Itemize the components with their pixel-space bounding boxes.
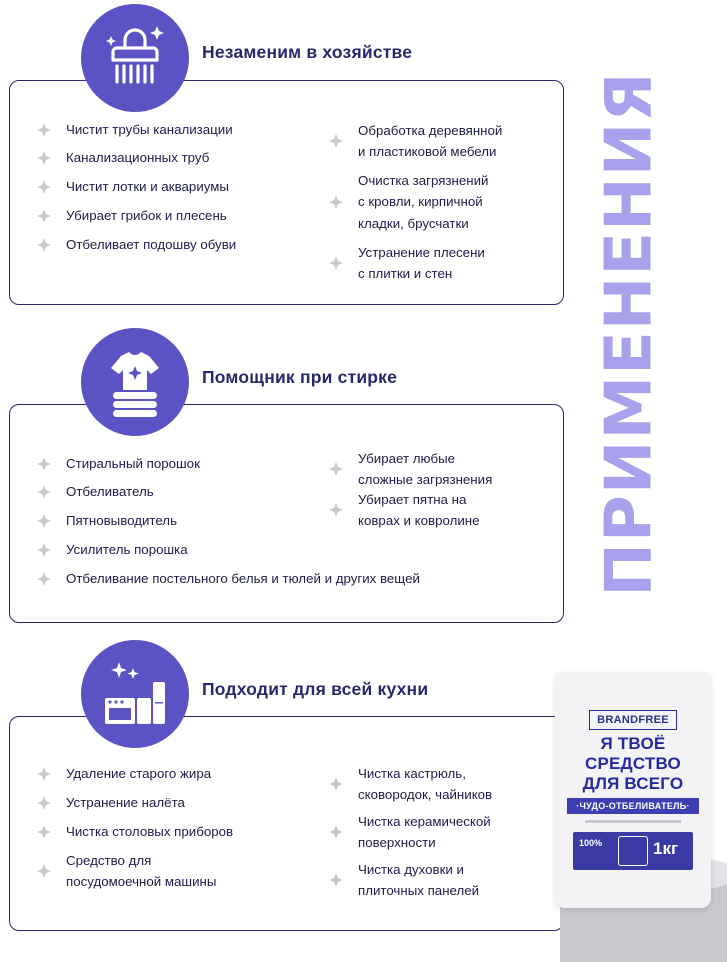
diamond-bullet-icon [36, 484, 52, 500]
diamond-bullet-icon [36, 237, 52, 253]
diamond-bullet-icon [36, 766, 52, 782]
product-natural-badge: 100% [579, 838, 603, 848]
list-item: Отбеливание постельного белья и тюлей и других вещей [66, 571, 420, 587]
diamond-bullet [328, 502, 344, 518]
diamond-bullet-icon [36, 179, 52, 195]
diamond-bullet-icon [328, 461, 344, 477]
diamond-bullet [36, 542, 52, 558]
list-item: Устранение плесени с плитки и стен [358, 244, 485, 281]
list-item: Чистка духовки и плиточных панелей [358, 861, 480, 898]
diamond-bullet-icon [36, 542, 52, 558]
diamond-bullet-icon [36, 513, 52, 529]
list-item: Чистит лотки и аквариумы [66, 179, 229, 195]
product-ribbon: ·ЧУДО-ОТБЕЛИВАТЕЛЬ· [567, 798, 699, 814]
list-item: Чистка столовых приборов [66, 824, 234, 840]
product-fine-print [585, 820, 681, 823]
section-kitchen-badge [81, 640, 189, 748]
diamond-bullet-icon [36, 208, 52, 224]
list-item: Усилитель порошка [66, 542, 188, 558]
cleaning-brush-icon [95, 18, 175, 98]
list-item: Чистка кастрюль, сковородок, чайников [358, 765, 493, 802]
list-item: Обработка деревянной и пластиковой мебели [358, 122, 503, 159]
page-title-text: ПРИМЕНЕНИЯ [593, 71, 667, 597]
section-kitchen-title: Подходит для всей кухни [202, 679, 429, 699]
diamond-bullet [36, 179, 52, 195]
page-title [593, 14, 667, 654]
diamond-bullet [36, 150, 52, 166]
diamond-bullet-icon [36, 122, 52, 138]
diamond-bullet [36, 208, 52, 224]
diamond-bullet [36, 513, 52, 529]
diamond-bullet [36, 824, 52, 840]
list-item: Устранение налёта [66, 795, 185, 811]
list-item: Чистит трубы канализации [66, 122, 233, 138]
list-item: Отбеливатель [66, 484, 154, 500]
diamond-bullet-icon [36, 795, 52, 811]
diamond-bullet [328, 461, 344, 477]
diamond-bullet-icon [36, 150, 52, 166]
list-item: Отбеливает подошву обуви [66, 237, 237, 253]
diamond-bullet-icon [36, 824, 52, 840]
diamond-bullet [36, 863, 52, 879]
list-item: Стиральный порошок [66, 456, 200, 472]
diamond-bullet-icon [328, 872, 344, 888]
diamond-bullet-icon [328, 776, 344, 792]
diamond-bullet [36, 122, 52, 138]
diamond-bullet [36, 571, 52, 587]
list-item: Средство для посудомоечной машины [66, 852, 217, 889]
diamond-bullet [328, 824, 344, 840]
section-household-badge [81, 4, 189, 112]
product-weight: 1кг [653, 839, 679, 858]
section-laundry-badge [81, 328, 189, 436]
list-item: Убирает любые сложные загрязнения [358, 450, 493, 487]
diamond-bullet [36, 795, 52, 811]
product-brand: BRANDFREE [589, 710, 677, 730]
laundry-shirt-icon [95, 342, 175, 422]
diamond-bullet-icon [328, 824, 344, 840]
diamond-bullet-icon [328, 502, 344, 518]
diamond-bullet [328, 194, 344, 210]
diamond-bullet [36, 484, 52, 500]
diamond-bullet-icon [36, 456, 52, 472]
list-item: Пятновыводитель [66, 513, 177, 529]
diamond-bullet [36, 766, 52, 782]
kitchen-appliances-icon [95, 654, 175, 734]
diamond-bullet [328, 133, 344, 149]
diamond-bullet [328, 872, 344, 888]
list-item: Убирает пятна на коврах и ковролине [358, 491, 480, 528]
list-item: Чистка керамической поверхности [358, 813, 491, 850]
diamond-bullet-icon [328, 133, 344, 149]
diamond-bullet-icon [328, 194, 344, 210]
list-item: Удаление старого жира [66, 766, 212, 782]
diamond-bullet-icon [36, 863, 52, 879]
product-package [555, 672, 711, 908]
product-slogan: Я ТВОЁ СРЕДСТВО ДЛЯ ВСЕГО [582, 734, 684, 793]
diamond-bullet [36, 237, 52, 253]
section-laundry-title: Помощник при стирке [202, 367, 398, 387]
section-household-title: Незаменим в хозяйстве [202, 42, 413, 62]
scan-icon [618, 836, 648, 866]
diamond-bullet-icon [36, 571, 52, 587]
diamond-bullet [36, 456, 52, 472]
list-item: Канализационных труб [66, 150, 210, 166]
list-item: Убирает грибок и плесень [66, 208, 227, 224]
list-item: Очистка загрязнений с кровли, кирпичной кладки, брусчатки [358, 172, 489, 231]
diamond-bullet [328, 776, 344, 792]
diamond-bullet [328, 255, 344, 271]
diamond-bullet-icon [328, 255, 344, 271]
